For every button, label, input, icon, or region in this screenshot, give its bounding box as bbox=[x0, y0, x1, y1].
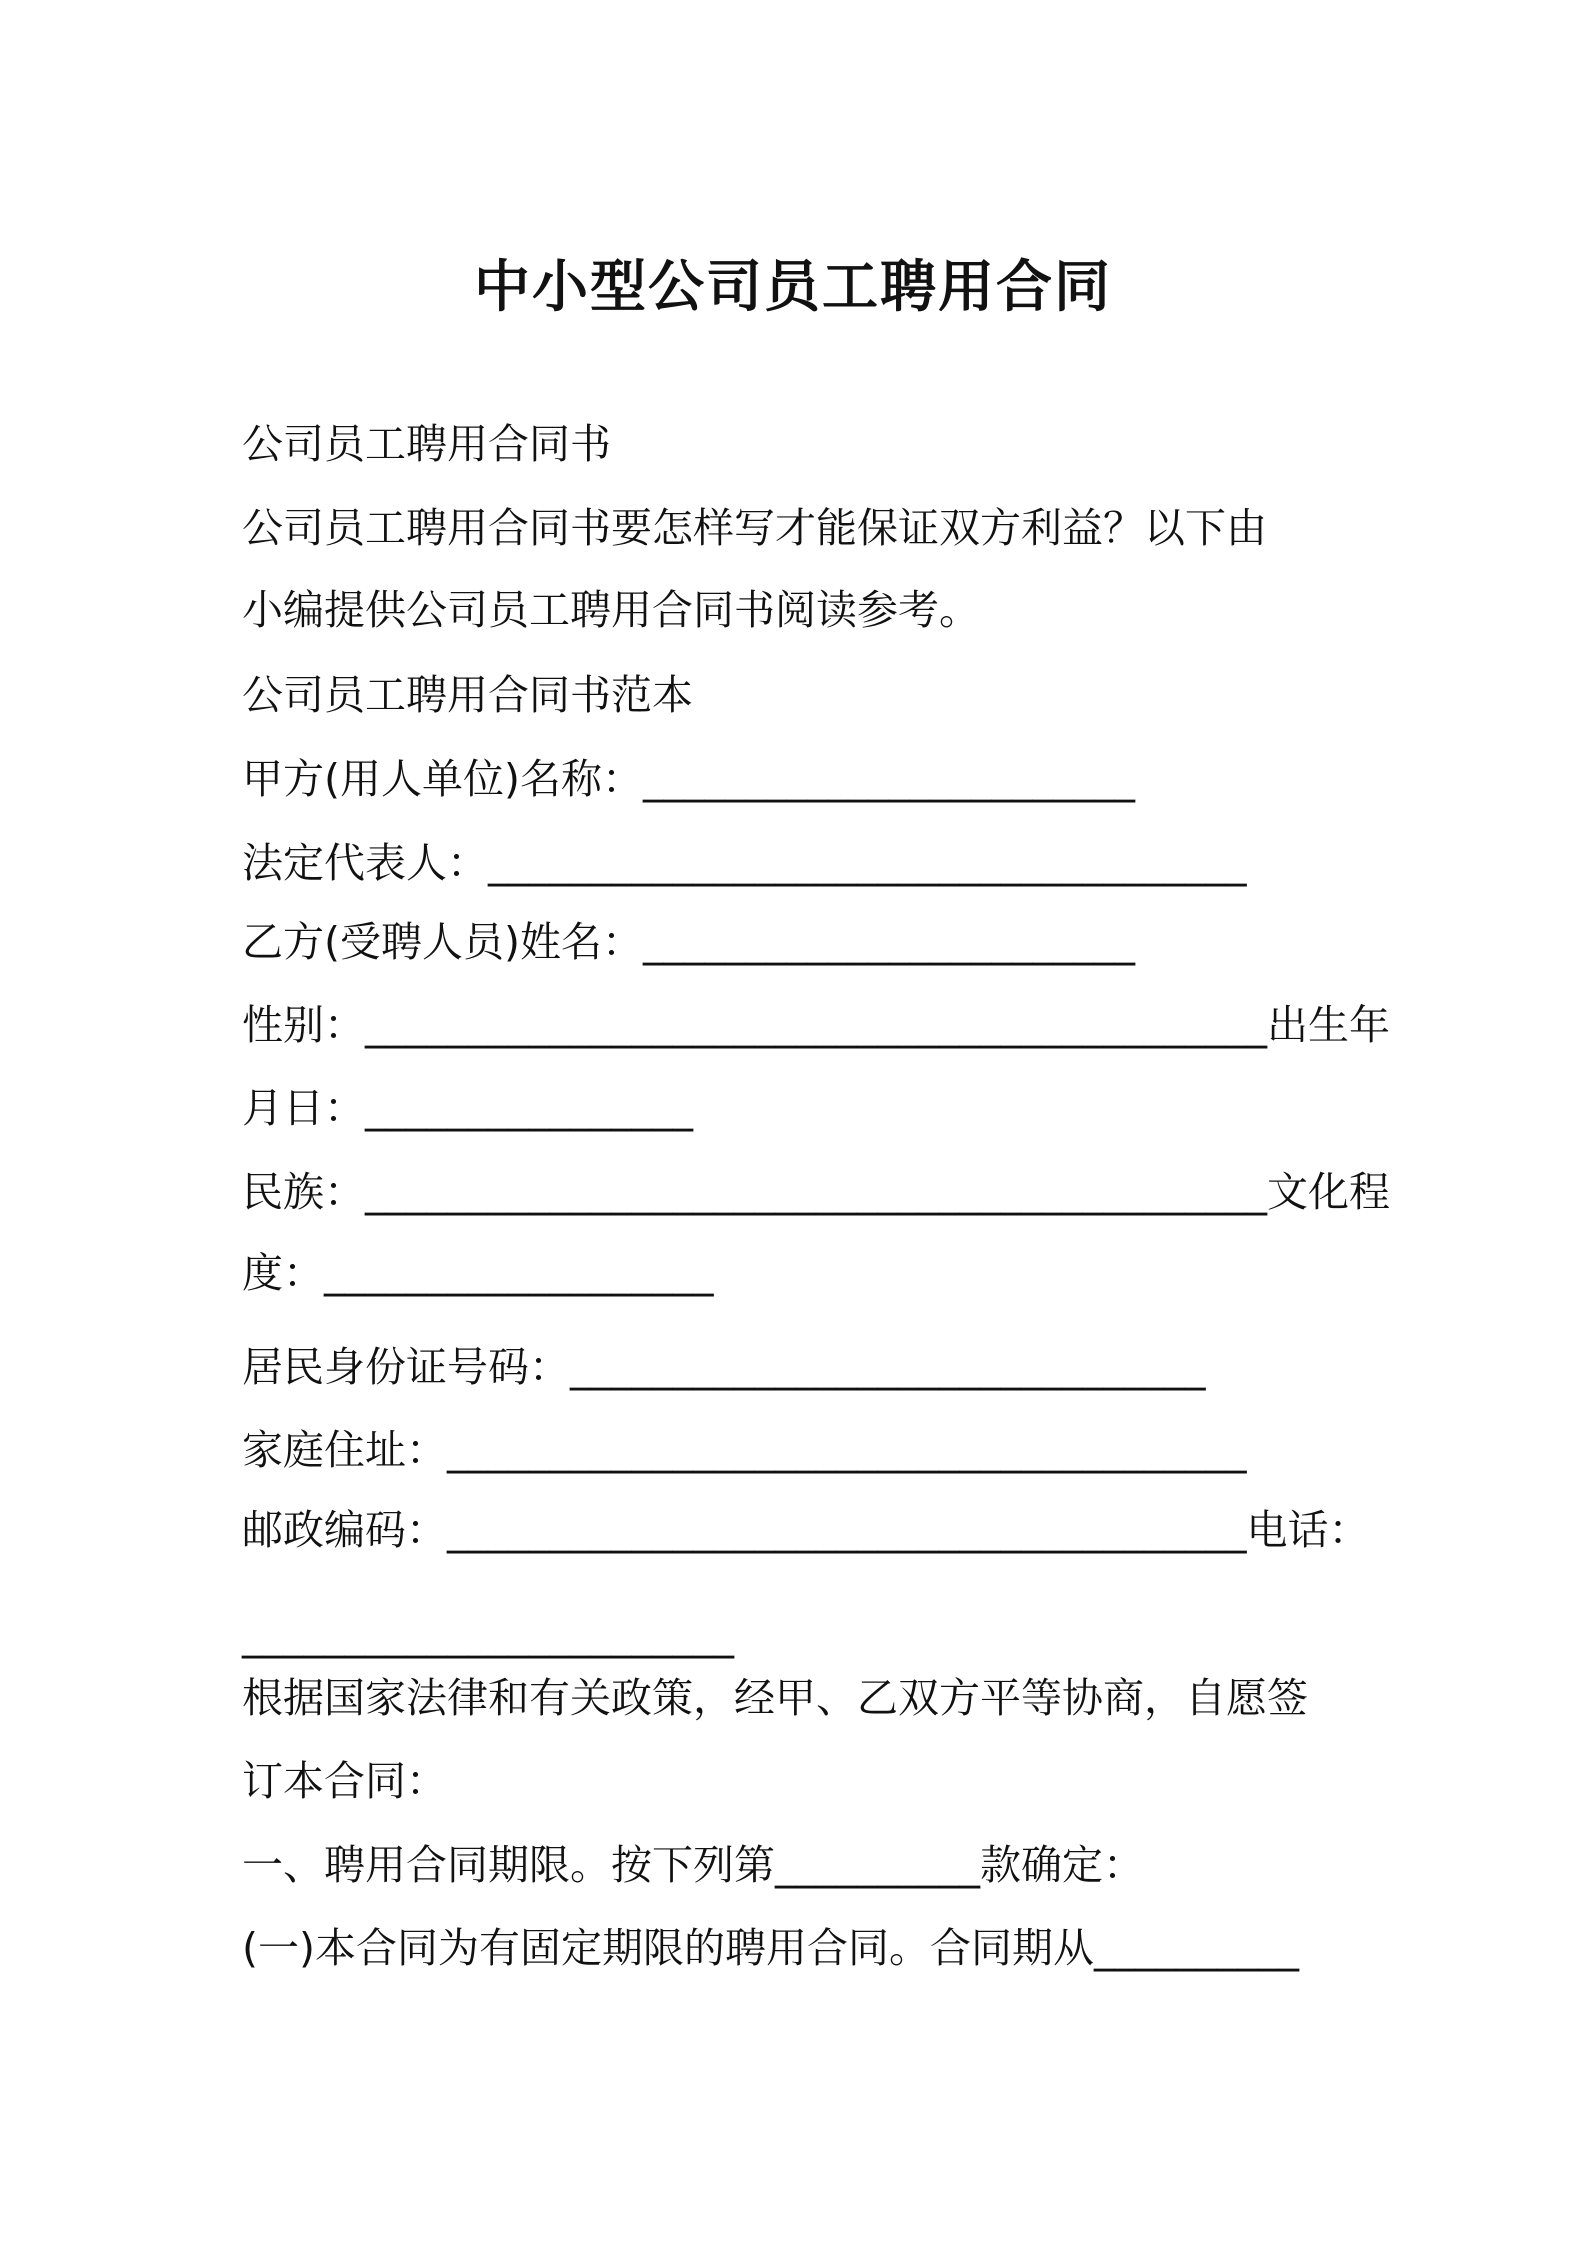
education-field: 度：___________________ bbox=[242, 1249, 714, 1297]
section-one-item-one: (一)本合同为有固定期限的聘用合同。合同期从__________ bbox=[242, 1924, 1299, 1972]
employee-name-field: 乙方(受聘人员)姓名：________________________ bbox=[242, 918, 1135, 966]
employer-name-field: 甲方(用人单位)名称：________________________ bbox=[242, 755, 1135, 803]
ethnicity-line bbox=[242, 1162, 1390, 1222]
home-address-field: 家庭住址：_______________________________________ bbox=[242, 1426, 1247, 1474]
agreement-line-1: 根据国家法律和有关政策，经甲、乙双方平等协商，自愿签 bbox=[242, 1674, 1308, 1722]
education-label-start: 文化程 bbox=[1267, 1168, 1390, 1216]
ethnicity-field: 民族：____________________________________________ bbox=[242, 1168, 1267, 1216]
id-number-field: 居民身份证号码：_______________________________ bbox=[242, 1343, 1206, 1391]
template-heading: 公司员工聘用合同书范本 bbox=[242, 671, 693, 719]
subtitle-line: 公司员工聘用合同书 bbox=[242, 420, 611, 468]
phone-field: ________________________ bbox=[242, 1611, 734, 1659]
intro-line-2: 小编提供公司员工聘用合同书阅读参考。 bbox=[242, 586, 980, 634]
agreement-line-2: 订本合同： bbox=[242, 1757, 447, 1805]
gender-field: 性别：____________________________________________ bbox=[242, 1001, 1267, 1049]
postal-code-field: 邮政编码：_______________________________________ bbox=[242, 1506, 1247, 1554]
document-title: 中小型公司员工聘用合同 bbox=[474, 255, 1112, 320]
intro-line-1: 公司员工聘用合同书要怎样写才能保证双方利益？以下由 bbox=[242, 504, 1267, 552]
legal-representative-field: 法定代表人：_____________________________________ bbox=[242, 839, 1247, 887]
phone-label: 电话： bbox=[1246, 1506, 1370, 1554]
gender-line bbox=[242, 995, 1390, 1055]
birth-date-field: 月日：________________ bbox=[242, 1084, 693, 1132]
section-one-heading: 一、聘用合同期限。按下列第__________款确定： bbox=[242, 1841, 1144, 1889]
postal-code-line bbox=[242, 1500, 1370, 1560]
birth-date-label-start: 出生年 bbox=[1267, 1001, 1390, 1049]
